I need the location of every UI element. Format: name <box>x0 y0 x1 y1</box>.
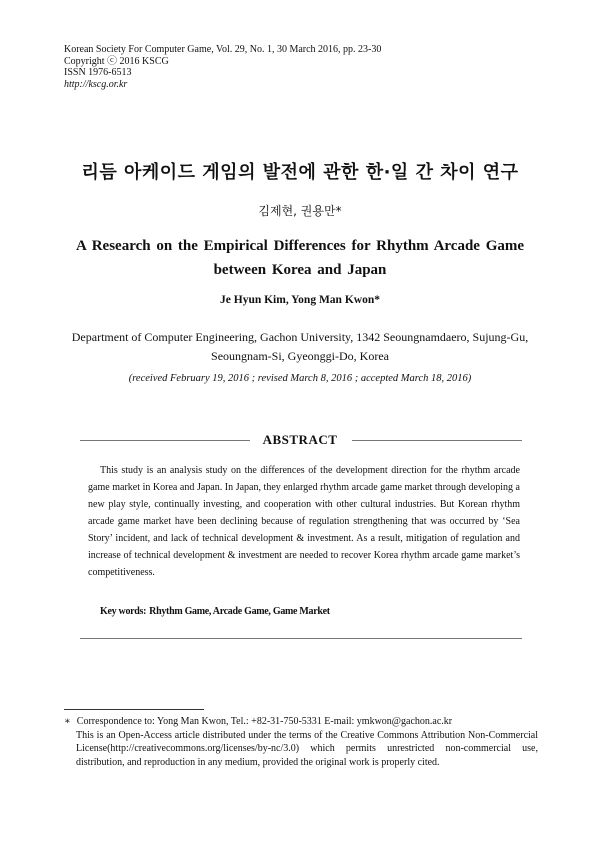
english-authors: Je Hyun Kim, Yong Man Kwon* <box>220 294 380 306</box>
keywords-value: Rhythm Game, Arcade Game, Game Market <box>149 606 330 617</box>
english-title: A Research on the Empirical Differences for Rhythm Arcade Game between Korea and Japan <box>75 238 525 278</box>
korean-title: 리듬 아케이드 게임의 발전에 관한 한·일 간 차이 연구 <box>81 162 519 183</box>
submission-dates: (received February 19, 2016 ; revised March 8, 2016 ; accepted March 18, 2016) <box>128 373 472 384</box>
abstract-end-rule <box>80 638 522 639</box>
correspondence-line: Correspondence to: Yong Man Kwon, Tel.: +82-31-750-5331 E-mail: ymkwon@gachon.ac.kr <box>76 716 453 727</box>
journal-citation: Korean Society For Computer Game, Vol. 29, No. 1, 30 March 2016, pp. 23-30 <box>64 44 382 55</box>
copyright-line: Copyright ⓒ 2016 KSCG <box>64 55 169 67</box>
footnote-marker: ∗ <box>64 716 71 727</box>
abstract-heading: ABSTRACT <box>262 432 338 447</box>
license-text: This is an Open-Access article distributed under the terms of the Creative Commons Attribution Non-Commercial License(http://creativecommons.org/licenses/by-nc/3.0) which permits unrestricted non-commercial use, distribution, and reproduction in any medium, provided the original work is properly cited. <box>76 729 538 768</box>
affiliation: Department of Computer Engineering, Gachon University, 1342 Seoungnamdaero, Sujung-Gu, Seoungnam-Si, Gyeonggi-Do, Korea <box>71 330 529 363</box>
footnote <box>64 715 538 769</box>
korean-authors: 김제현, 권용만* <box>258 204 342 218</box>
abstract-rule-right <box>352 440 522 441</box>
keywords <box>100 606 330 617</box>
issn-line: ISSN 1976-6513 <box>64 67 132 78</box>
journal-url-link[interactable]: http://kscg.or.kr <box>64 78 128 90</box>
abstract-body: This study is an analysis study on the differences of the development direction for the rhythm arcade game market in Korea and Japan. In Japan, they enlarged rhythm arcade game market through developing a new play style, continually investing, and cooperation with other cultural industries. But Korean rhythm arcade game market have been declining because of regulation strengthening that was occurred by ‘Sea Story’ incident, and lack of technical development & investment. As a result, mitigation of regulation and increase of technical development & investment are needed to recover Korea rhythm arcade game market’s competitiveness. <box>88 465 520 578</box>
footnote-rule <box>64 709 204 710</box>
journal-header <box>64 44 381 90</box>
keywords-label: Key words: <box>100 606 147 617</box>
